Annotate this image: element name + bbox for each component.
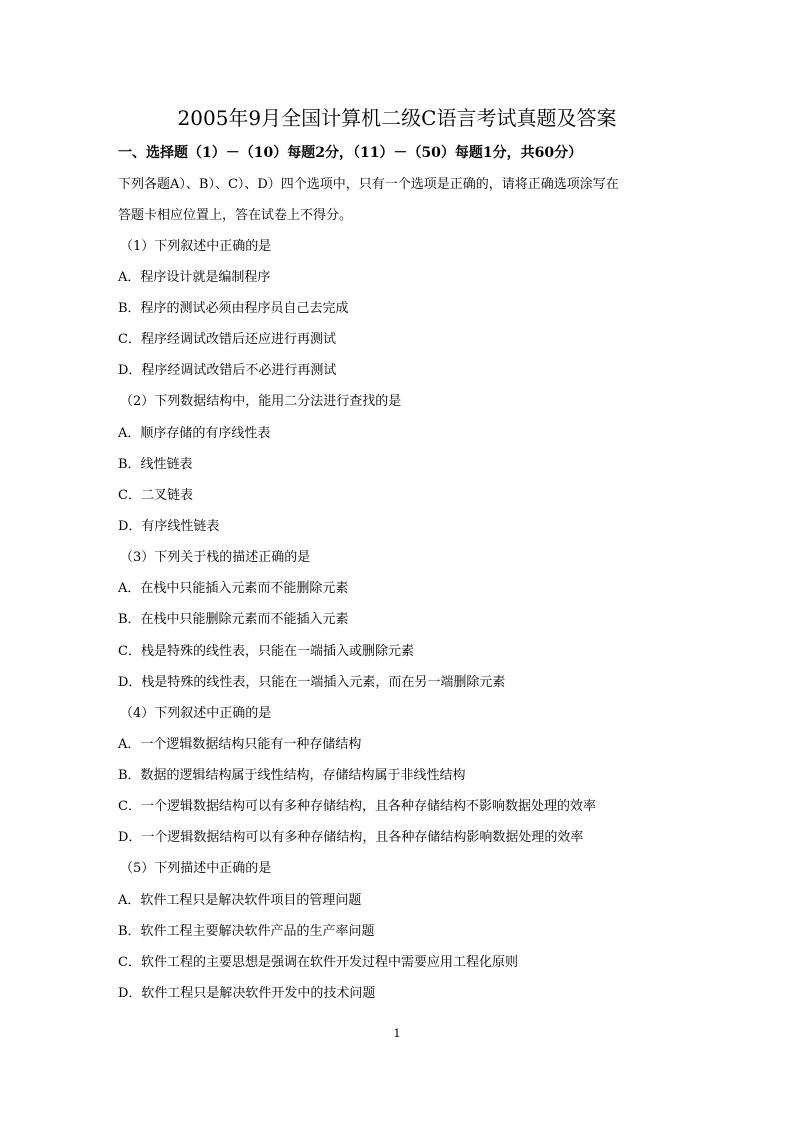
document-title: 2005年9月全国计算机二级C语言考试真题及答案 xyxy=(177,106,617,130)
answer-option: A．一个逻辑数据结构只能有一种存储结构 xyxy=(118,737,362,752)
answer-option: B．在栈中只能删除元素而不能插入元素 xyxy=(118,612,349,627)
answer-option: B．数据的逻辑结构属于线性结构，存储结构属于非线性结构 xyxy=(118,768,466,783)
page-number: 1 xyxy=(393,1027,401,1040)
answer-option: C．栈是特殊的线性表，只能在一端插入或删除元素 xyxy=(118,644,414,659)
answer-option: D．栈是特殊的线性表，只能在一端插入元素，而在另一端删除元素 xyxy=(118,675,506,690)
question-stem: （2）下列数据结构中，能用二分法进行查找的是 xyxy=(120,394,402,409)
answer-option: A．顺序存储的有序线性表 xyxy=(118,426,271,441)
answer-option: D．有序线性链表 xyxy=(118,519,220,534)
instructions-line: 答题卡相应位置上，答在试卷上不得分。 xyxy=(118,208,353,223)
answer-option: A．在栈中只能插入元素而不能删除元素 xyxy=(118,581,349,596)
answer-option: C．一个逻辑数据结构可以有多种存储结构，且各种存储结构不影响数据处理的效率 xyxy=(118,799,596,814)
answer-option: D．一个逻辑数据结构可以有多种存储结构，且各种存储结构影响数据处理的效率 xyxy=(118,830,584,845)
answer-option: B．程序的测试必须由程序员自己去完成 xyxy=(118,301,349,316)
answer-option: A．软件工程只是解决软件项目的管理问题 xyxy=(118,893,362,908)
section-heading: 一、选择题（1）－（10）每题2分，（11）－（50）每题1分，共60分） xyxy=(118,145,583,161)
answer-option: B．线性链表 xyxy=(118,457,193,472)
answer-option: C．软件工程的主要思想是强调在软件开发过程中需要应用工程化原则 xyxy=(118,955,518,970)
answer-option: D．软件工程只是解决软件开发中的技术问题 xyxy=(118,986,376,1001)
answer-option: B．软件工程主要解决软件产品的生产率问题 xyxy=(118,924,375,939)
question-stem: （4）下列叙述中正确的是 xyxy=(120,706,272,721)
question-stem: （3）下列关于栈的描述正确的是 xyxy=(120,550,311,565)
answer-option: A．程序设计就是编制程序 xyxy=(118,270,271,285)
question-stem: （5）下列描述中正确的是 xyxy=(120,861,272,876)
answer-option: C．程序经调试改错后还应进行再测试 xyxy=(118,332,336,347)
answer-option: C．二叉链表 xyxy=(118,488,193,503)
instructions-line: 下列各题A）、B）、C）、D）四个选项中，只有一个选项是正确的，请将正确选项涂写在 xyxy=(118,177,619,192)
question-stem: （1）下列叙述中正确的是 xyxy=(120,239,272,254)
answer-option: D．程序经调试改错后不必进行再测试 xyxy=(118,363,337,378)
